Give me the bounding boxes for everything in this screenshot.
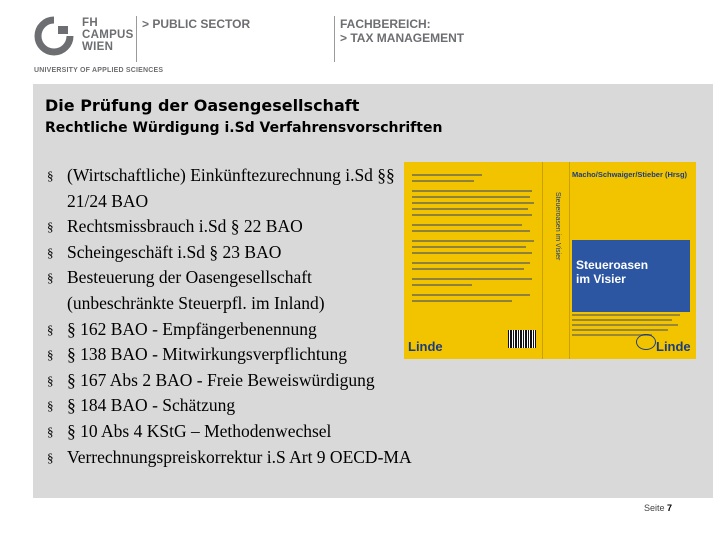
- logo-line-2: CAMPUS: [82, 29, 134, 41]
- logo-line-3: WIEN: [82, 41, 114, 53]
- back-text-line: [412, 246, 526, 248]
- university-label: UNIVERSITY OF APPLIED SCIENCES: [34, 67, 164, 74]
- back-text-line: [412, 174, 482, 176]
- section-marker: §: [47, 270, 54, 286]
- page-label: Seite: [644, 503, 665, 513]
- back-text-line: [412, 278, 532, 280]
- logo-text: [82, 17, 134, 53]
- bullet-item: [47, 393, 427, 419]
- bullet-item: [47, 317, 427, 343]
- header: [0, 0, 720, 80]
- bullet-item: [47, 163, 427, 214]
- bullet-item: [47, 240, 427, 266]
- back-text-line: [412, 240, 534, 242]
- back-text-line: [412, 224, 522, 226]
- fachbereich-label: FACHBEREICH:: [340, 17, 431, 31]
- back-text-line: [412, 214, 532, 216]
- slide-subtitle: Rechtliche Würdigung i.Sd Verfahrensvorschriften: [45, 120, 443, 136]
- back-text-line: [412, 300, 512, 302]
- tax-management-link[interactable]: > TAX MANAGEMENT: [340, 31, 465, 45]
- page-value: 7: [667, 503, 673, 513]
- page-number: [644, 503, 672, 513]
- section-marker: §: [47, 372, 54, 388]
- back-text-line: [412, 196, 530, 198]
- divider: [136, 16, 137, 62]
- section-marker: §: [47, 168, 54, 183]
- section-marker: §: [47, 398, 54, 414]
- bullet-text: Scheingeschäft i.Sd § 23 BAO: [67, 241, 282, 262]
- bullet-text: § 138 BAO - Mitwirkungsverpflichtung: [67, 344, 347, 365]
- logo-line-1: FH: [82, 17, 98, 29]
- publisher-logo-back: Linde: [408, 339, 443, 354]
- publisher-logo-front: Linde: [656, 339, 691, 354]
- bullet-text: § 184 BAO - Schätzung: [67, 395, 236, 416]
- section-marker: §: [47, 449, 54, 465]
- bullet-item: [47, 265, 387, 316]
- public-sector-link[interactable]: > PUBLIC SECTOR: [142, 17, 251, 31]
- section-marker: §: [47, 244, 54, 260]
- back-text-line: [412, 284, 472, 286]
- back-text-line: [412, 180, 474, 182]
- book-cover-image: [404, 162, 696, 359]
- bullet-item: [47, 368, 527, 394]
- bullet-text: Verrechnungspreiskorrektur i.S Art 9 OECD-MA: [67, 446, 412, 467]
- spine-title: Steueroasen im Visier: [554, 192, 561, 261]
- bullet-item: [47, 419, 427, 445]
- section-marker: §: [47, 423, 54, 439]
- book-title-line-1: Steueroasen: [576, 258, 649, 272]
- bullet-item: [47, 214, 427, 240]
- section-marker: §: [47, 321, 54, 337]
- back-text-line: [412, 294, 530, 296]
- section-marker: §: [47, 219, 54, 235]
- bullet-text: Besteuerung der Oasengesellschaft (unbeschränkte Steuerpfl. im Inland): [67, 267, 325, 313]
- divider: [334, 16, 335, 62]
- book-front-bullets: [572, 314, 682, 340]
- section-marker: §: [47, 347, 54, 363]
- back-text-line: [412, 202, 534, 204]
- bullet-item: [47, 342, 427, 368]
- bullet-item: [47, 445, 527, 471]
- seal-icon: [636, 334, 656, 350]
- bullet-text: (Wirtschaftliche) Einkünftezurechnung i.Sd §§ 21/24 BAO: [67, 165, 395, 211]
- back-text-line: [412, 252, 532, 254]
- bullet-text: § 162 BAO - Empfängerbenennung: [67, 318, 317, 339]
- bullet-text: Rechtsmissbrauch i.Sd § 22 BAO: [67, 216, 303, 237]
- back-text-line: [412, 268, 524, 270]
- back-text-line: [412, 262, 530, 264]
- barcode-icon: [508, 330, 536, 348]
- back-text-line: [412, 190, 532, 192]
- back-text-line: [412, 230, 530, 232]
- book-authors: Macho/Schwaiger/Stieber (Hrsg): [572, 170, 688, 179]
- back-text-line: [412, 208, 528, 210]
- book-title: [576, 258, 648, 286]
- bullet-text: § 167 Abs 2 BAO - Freie Beweiswürdigung: [67, 369, 375, 390]
- book-title-line-2: im Visier: [576, 272, 626, 286]
- fh-campus-logo-icon: [34, 16, 74, 56]
- bullet-text: § 10 Abs 4 KStG – Methodenwechsel: [67, 420, 332, 441]
- slide-title: Die Prüfung der Oasengesellschaft: [45, 96, 360, 115]
